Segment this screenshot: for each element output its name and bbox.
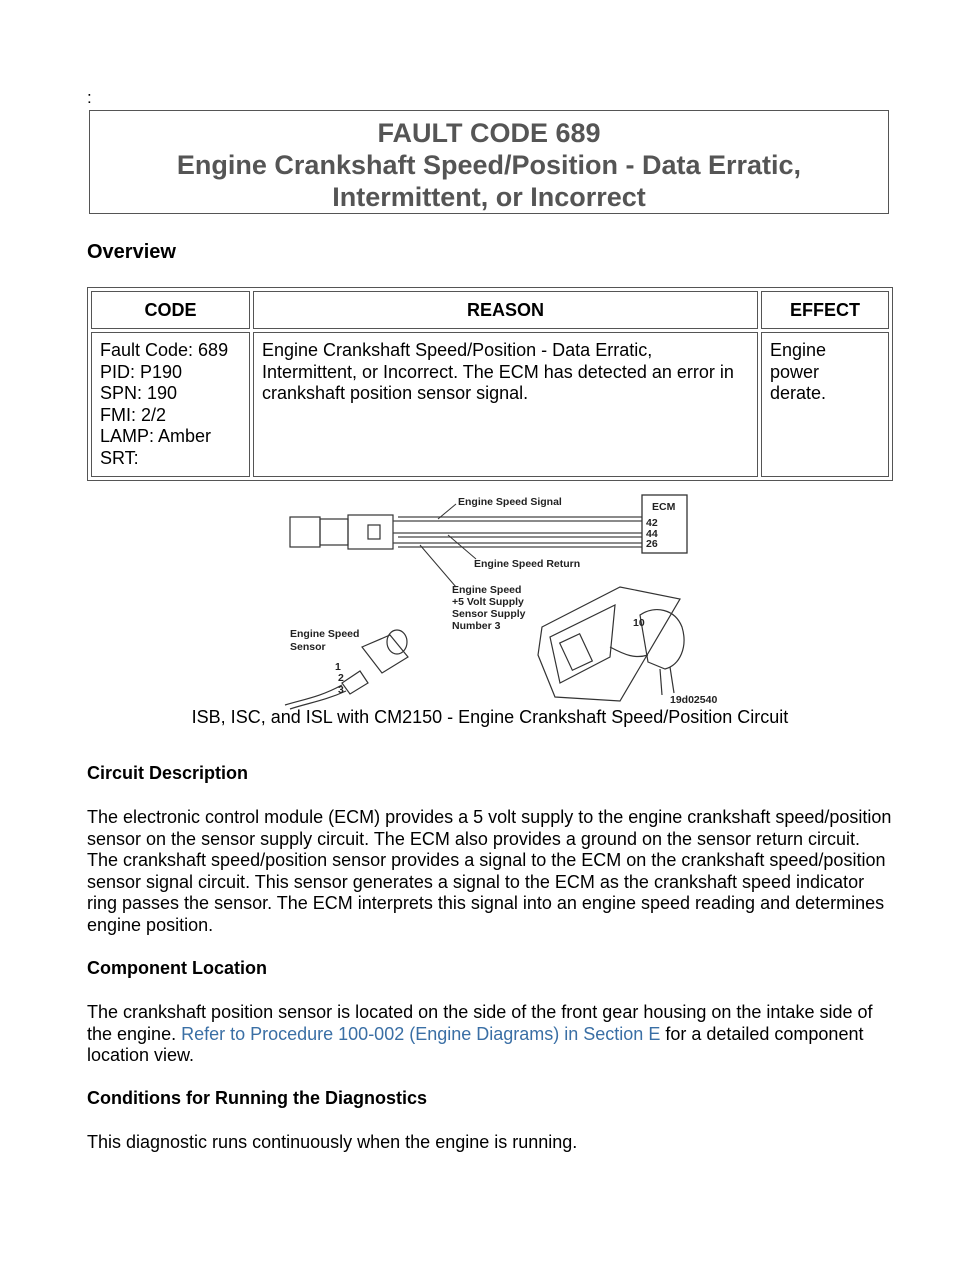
- supply-label-4: Number 3: [452, 620, 501, 632]
- overview-table: [87, 287, 893, 481]
- fault-code-title: FAULT CODE 689: [377, 118, 601, 148]
- connector-pin-2-label: 2: [338, 672, 344, 684]
- table-header-row: [91, 291, 889, 329]
- supply-label-2: +5 Volt Supply: [452, 596, 524, 608]
- conditions-heading: Conditions for Running the Diagnostics: [87, 1088, 427, 1108]
- engine-speed-return-label: Engine Speed Return: [474, 558, 581, 570]
- pin-42-label: 42: [646, 517, 658, 529]
- pin-26-label: 26: [646, 538, 658, 550]
- connector-pin-3-label: 3: [338, 684, 344, 696]
- figure-reference-label: 19d02540: [670, 694, 718, 706]
- harness-wires: [393, 517, 642, 547]
- engine-speed-signal-label: Engine Speed Signal: [458, 496, 562, 508]
- code-line: SRT:: [100, 447, 139, 468]
- overview-heading: Overview: [87, 241, 176, 263]
- code-line: PID: P190: [100, 361, 183, 382]
- column-header-code: CODE: [91, 291, 250, 329]
- code-line: Fault Code: 689: [100, 340, 229, 360]
- supply-label-1: Engine Speed: [452, 584, 522, 596]
- code-line: FMI: 2/2: [100, 404, 167, 425]
- ecm-label: ECM: [652, 501, 676, 513]
- code-line: LAMP: Amber: [100, 426, 212, 446]
- ecm-connector-pin-label: 10: [633, 617, 645, 629]
- title-box: [89, 110, 889, 214]
- sensor-label-2: Sensor: [290, 641, 326, 653]
- diagram-caption: ISB, ISC, and ISL with CM2150 - Engine Crankshaft Speed/Position Circuit: [191, 707, 789, 727]
- reason-cell: Engine Crankshaft Speed/Position - Data Erratic, Intermittent, or Incorrect. The ECM has detected an error in crankshaft position sensor signal.: [253, 332, 758, 477]
- code-cell: [91, 332, 250, 477]
- component-location-text-end: for a detailed component location view.: [87, 1023, 864, 1066]
- fault-description-line1: Engine Crankshaft Speed/Position - Data Erratic,: [176, 150, 802, 180]
- component-location-heading: Component Location: [87, 958, 267, 978]
- engine-diagrams-procedure-link[interactable]: Refer to Procedure 100-002 (Engine Diagrams) in Section E: [181, 1023, 661, 1044]
- circuit-description-text: The electronic control module (ECM) provides a 5 volt supply to the engine crankshaft speed/position sensor on the sensor supply circuit. The ECM also provides a ground on the sensor return circuit. The crankshaft speed/position sensor provides a signal to the ECM on the crankshaft speed/position sensor signal circuit. This sensor generates a signal to the ECM as the crankshaft speed indicator ring passes the sensor. The ECM interprets this signal into an engine speed reading and determines engine position.: [87, 807, 892, 935]
- effect-cell: Engine power derate.: [761, 332, 889, 477]
- component-location-text-start: The crankshaft position sensor is located on the side of the front gear housing on the intake side of the engine.: [87, 1002, 873, 1044]
- conditions-text: This diagnostic runs continuously when the engine is running.: [87, 1132, 578, 1152]
- fault-description-line2: Intermittent, or Incorrect: [332, 182, 646, 212]
- connector-pin-1-label: 1: [335, 661, 341, 673]
- column-header-effect: EFFECT: [761, 291, 889, 329]
- pin-44-label: 44: [646, 528, 658, 540]
- sensor-label-1: Engine Speed: [290, 628, 360, 640]
- circuit-description-heading: Circuit Description: [87, 763, 249, 783]
- column-header-reason: REASON: [253, 291, 758, 329]
- table-row: [91, 332, 889, 477]
- crankshaft-circuit-diagram: [280, 487, 718, 707]
- sensor-connector-graphic: [290, 515, 393, 549]
- ecm-module-graphic: [538, 587, 684, 701]
- header-colon: :: [87, 88, 92, 107]
- code-line: SPN: 190: [100, 383, 178, 403]
- component-location-text: [87, 1002, 893, 1067]
- supply-label-3: Sensor Supply: [452, 608, 526, 620]
